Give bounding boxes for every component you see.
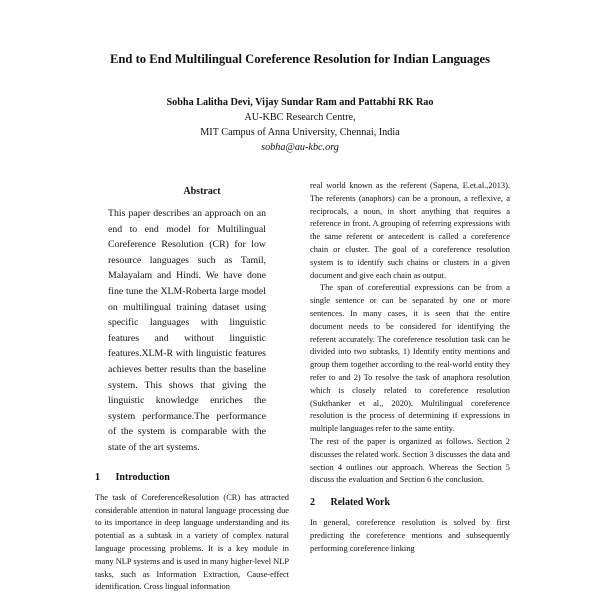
- affiliation-line-1: AU-KBC Research Centre,: [244, 112, 356, 123]
- related-section-number: 2: [310, 497, 315, 509]
- abstract-text: This paper describes an approach on an end to end model for Multilingual Coreference Resolution (CR) for low resource languages such as Tamil, Malayalam and Hindi. We have done fine tune the XLM-Roberta large model on multilingual training dataset using specific languages with linguistic features and without linguistic features.XLM-R with linguistic features achieves better results than the baseline system. This shows that giving the linguistic knowledge enriches the system performance.The performance of the system is comparable with the state of the art systems.: [108, 208, 266, 453]
- author-names: Sobha Lalitha Devi, Vijay Sundar Ram and Pattabhi RK Rao: [166, 97, 434, 108]
- related-section-title: Related Work: [330, 497, 391, 509]
- related-work-heading: [310, 497, 510, 510]
- author-block: [0, 95, 600, 155]
- related-work-paragraph: In general, coreference resolution is solved by first predicting the coreference mentions and subsequently performing coreference linking: [310, 517, 510, 553]
- right-paragraph-1: real world known as the referent (Sapena, E.et.al.,2013). The referents (anaphors) can be a pronoun, a reflexive, a reciprocals, a noun, in short anything that requires a reference in front. A grouping of referring expressions with the same referent or antecedent is called a coreference chain or cluster. The goal of a coreference resolution system is to identify such chains or clusters in a given document and give each chain as output.: [310, 181, 510, 280]
- right-column: [310, 180, 510, 555]
- affiliation-line-2: MIT Campus of Anna University, Chennai, India: [200, 127, 400, 138]
- section-gap: [310, 487, 510, 497]
- intro-heading: [95, 472, 289, 485]
- abstract-heading: Abstract: [183, 186, 221, 197]
- right-paragraph-2: The span of coreferential expressions can be from a single sentence or can be separated by one or more sentences. In many cases, it is seen that the entire document needs to be considered for identifying the referent accurately. The coreference resolution task can be divided into two subtasks, 1) Identify entity mentions and group them together according to the real-world entity they refer to and 2) To resolve the task of anaphora resolution which is closely related to coreference resolution (Sukthanker et al., 2020). Multilingual coreference resolution is the process of determining if expressions in multiple languages refer to the same entity.: [310, 283, 510, 434]
- intro-section-number: 1: [95, 472, 100, 483]
- author-email: sobha@au-kbc.org: [261, 142, 339, 153]
- paper-title: End to End Multilingual Coreference Resolution for Indian Languages: [110, 52, 490, 66]
- right-paragraph-3: The rest of the paper is organized as follows. Section 2 discusses the related work. Section 3 discusses the data and section 4 outlines our approach. Whereas the Section 5 discuss the evaluation and Section 6 the conclusion.: [310, 436, 510, 485]
- intro-paragraph: The task of CoreferenceResolution (CR) has attracted considerable attention in natural language processing due to its importance in deep language understanding and its potential as a subtask in a variety of complex natural language processing problems. It is a key module in many NLP systems and is used in many higher-level NLP tasks, such as Information Extraction, Cause-effect identification. Cross lingual information: [95, 492, 289, 592]
- intro-section-title: Introduction: [115, 472, 170, 483]
- left-column: [95, 472, 289, 594]
